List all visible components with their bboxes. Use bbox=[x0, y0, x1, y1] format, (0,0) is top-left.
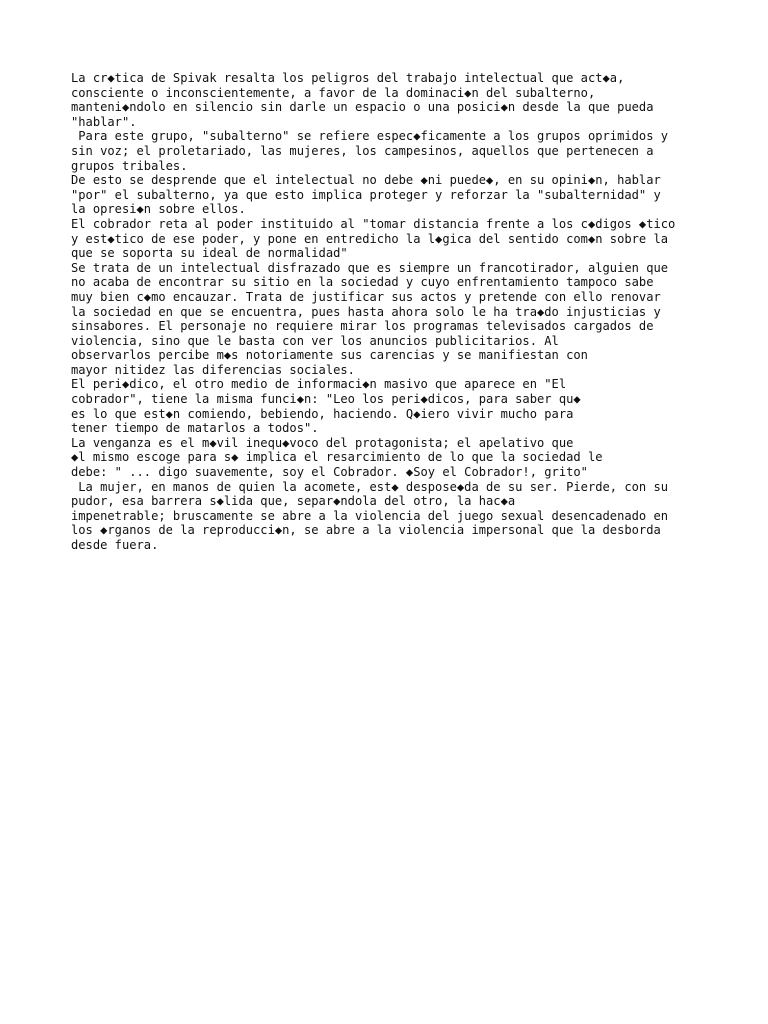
text-line: no acaba de encontrar su sitio en la sociedad y cuyo enfrentamiento tampoco sabe bbox=[71, 275, 654, 290]
text-line: desde fuera. bbox=[71, 538, 159, 552]
text-line: tener tiempo de matarlos a todos". bbox=[71, 421, 319, 436]
text-line: impenetrable; bruscamente se abre a la violencia del juego sexual desencadenado en bbox=[71, 508, 669, 523]
text-line: pudor, esa barrera s◆lida que, separ◆ndola del otro, la hac◆a bbox=[71, 494, 516, 509]
text-line: la opresi◆n sobre ellos. bbox=[71, 202, 246, 217]
text-line: consciente o inconscientemente, a favor de la dominaci◆n del subalterno, bbox=[71, 85, 596, 100]
text-line: violencia, sino que le basta con ver los anuncios publicitarios. Al bbox=[71, 333, 559, 348]
text-line: De esto se desprende que el intelectual no debe ◆ni puede◆, en su opini◆n, hablar bbox=[71, 173, 661, 188]
text-line: Se trata de un intelectual disfrazado que es siempre un francotirador, alguien que bbox=[71, 260, 669, 275]
text-line: La cr◆tica de Spivak resalta los peligros del trabajo intelectual que act◆a, bbox=[71, 71, 625, 85]
text-line: sinsabores. El personaje no requiere mirar los programas televisados cargados de bbox=[71, 319, 654, 334]
text-line: sin voz; el proletariado, las mujeres, los campesinos, aquellos que pertenecen a bbox=[71, 143, 654, 158]
text-line: Para este grupo, "subalterno" se refiere espec◆ficamente a los grupos oprimidos y bbox=[71, 129, 669, 144]
text-line: muy bien c◆mo encauzar. Trata de justificar sus actos y pretende con ello renovar bbox=[71, 289, 661, 304]
document-body-text bbox=[71, 71, 731, 553]
text-line: grupos tribales. bbox=[71, 158, 188, 173]
text-line: La mujer, en manos de quien la acomete, est◆ despose◆da de su ser. Pierde, con su bbox=[71, 479, 669, 494]
text-line: observarlos percibe m◆s notoriamente sus carencias y se manifiestan con bbox=[71, 348, 588, 363]
text-line: El cobrador reta al poder instituido al "tomar distancia frente a los c◆digos ◆tico bbox=[71, 216, 676, 231]
text-line: que se soporta su ideal de normalidad" bbox=[71, 246, 348, 261]
text-line: cobrador", tiene la misma funci◆n: "Leo los peri◆dicos, para saber qu◆ bbox=[71, 392, 581, 407]
text-line: los ◆rganos de la reproducci◆n, se abre a la violencia impersonal que la desborda bbox=[71, 523, 661, 538]
text-line: y est◆tico de ese poder, y pone en entredicho la l◆gica del sentido com◆n sobre la bbox=[71, 231, 669, 246]
text-line: debe: " ... digo suavemente, soy el Cobrador. ◆Soy el Cobrador!, grito" bbox=[71, 465, 588, 480]
text-line: la sociedad en que se encuentra, pues hasta ahora solo le ha tra◆do injusticias y bbox=[71, 304, 661, 319]
text-line: "hablar". bbox=[71, 114, 137, 129]
text-line: manteni◆ndolo en silencio sin darle un espacio o una posici◆n desde la que pueda bbox=[71, 100, 654, 115]
text-line: mayor nitidez las diferencias sociales. bbox=[71, 362, 355, 377]
text-line: "por" el subalterno, ya que esto implica proteger y reforzar la "subalternidad" y bbox=[71, 187, 661, 202]
text-line: El peri◆dico, el otro medio de informaci◆n masivo que aparece en "El bbox=[71, 377, 567, 392]
text-line: es lo que est◆n comiendo, bebiendo, haciendo. Q◆iero vivir mucho para bbox=[71, 406, 574, 421]
text-line: ◆l mismo escoge para s◆ implica el resarcimiento de lo que la sociedad le bbox=[71, 450, 603, 465]
text-line: La venganza es el m◆vil inequ◆voco del protagonista; el apelativo que bbox=[71, 435, 574, 450]
